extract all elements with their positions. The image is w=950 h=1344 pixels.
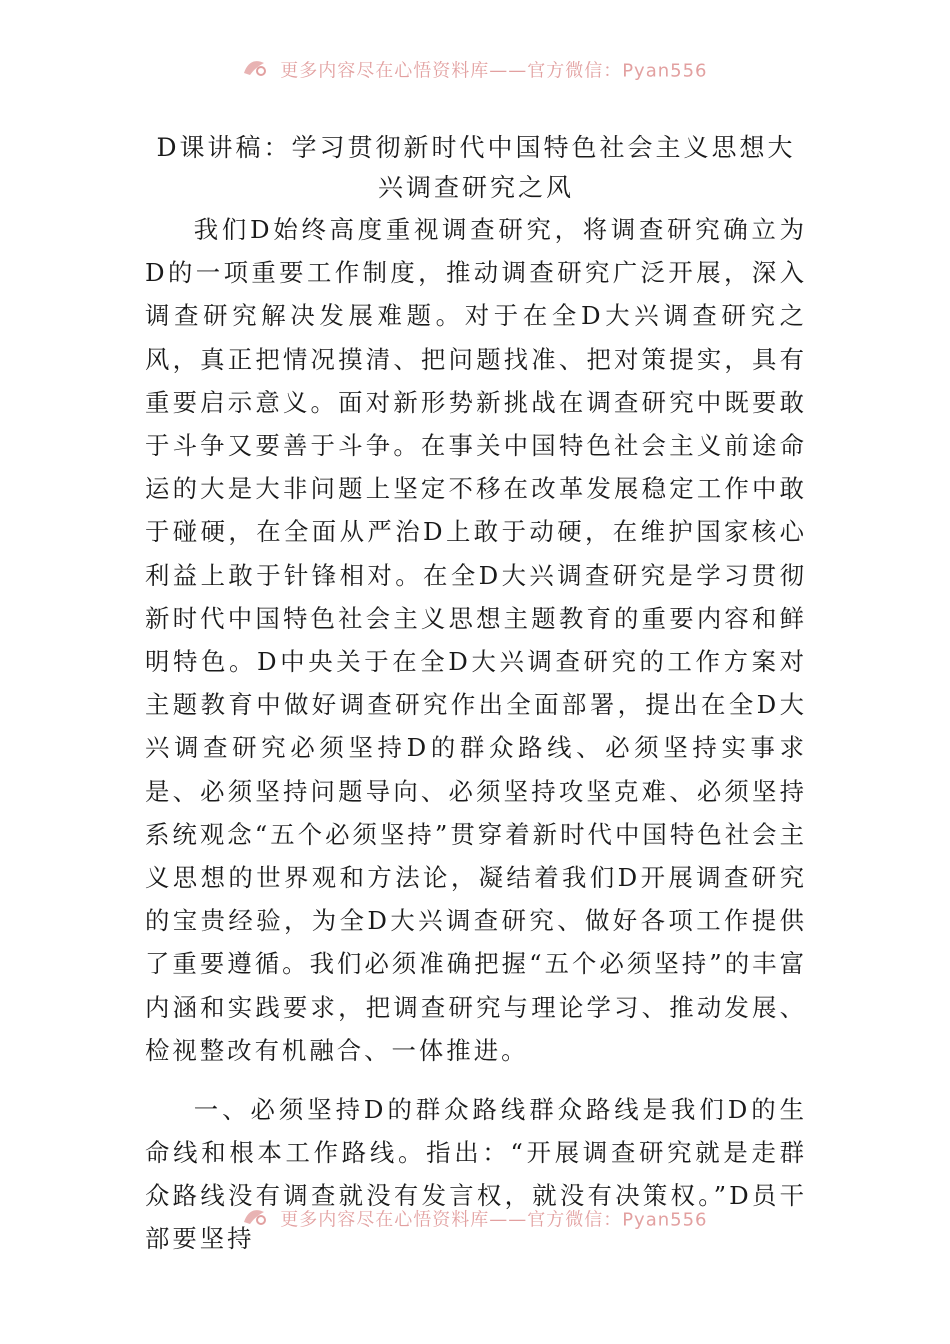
pen-logo-icon — [242, 1206, 268, 1234]
paragraph-1: 我们D始终高度重视调查研究，将调查研究确立为D的一项重要工作制度，推动调查研究广泛开展，深入调查研究解决发展难题。对于在全D大兴调查研究之风，真正把情况摸清、把问题找准、把对策提实，具有重要启示意义。面对新形势新挑战在调查研究中既要敢于斗争又要善于斗争。在事关中国特色社会主义前途命运的大是大非问题上坚定不移在改革发展稳定工作中敢于碰硬，在全面从严治D上敢于动硬，在维护国家核心利益上敢于针锋相对。在全D大兴调查研究是学习贯彻新时代中国特色社会主义思想主题教育的重要内容和鲜明特色。D中央关于在全D大兴调查研究的工作方案对主题教育中做好调查研究作出全面部署，提出在全D大兴调查研究必须坚持D的群众路线、必须坚持实事求是、必须坚持问题导向、必须坚持攻坚克难、必须坚持系统观念“五个必须坚持”贯穿着新时代中国特色社会主义思想的世界观和方法论，凝结着我们D开展调查研究的宝贵经验，为全D大兴调查研究、做好各项工作提供了重要遵循。我们必须准确把握“五个必须坚持”的丰富内涵和实践要求，把调查研究与理论学习、推动发展、检视整改有机融合、一体推进。 — [145, 215, 807, 1065]
paragraph-2: 一、必须坚持D的群众路线群众路线是我们D的生命线和根本工作路线。指出：“开展调查研究就是走群众路线没有调查就没有发言权，就没有决策权。”D员干部要坚持 — [145, 1095, 807, 1254]
watermark-banner-top — [0, 57, 950, 85]
watermark-text: 更多内容尽在心悟资料库——官方微信：Pyan556 — [280, 60, 708, 82]
document-page — [145, 128, 807, 1260]
watermark-banner-bottom — [0, 1206, 950, 1234]
document-title: D课讲稿：学习贯彻新时代中国特色社会主义思想大兴调查研究之风 — [156, 133, 796, 202]
watermark-text: 更多内容尽在心悟资料库——官方微信：Pyan556 — [280, 1209, 708, 1231]
pen-logo-icon — [242, 57, 268, 85]
